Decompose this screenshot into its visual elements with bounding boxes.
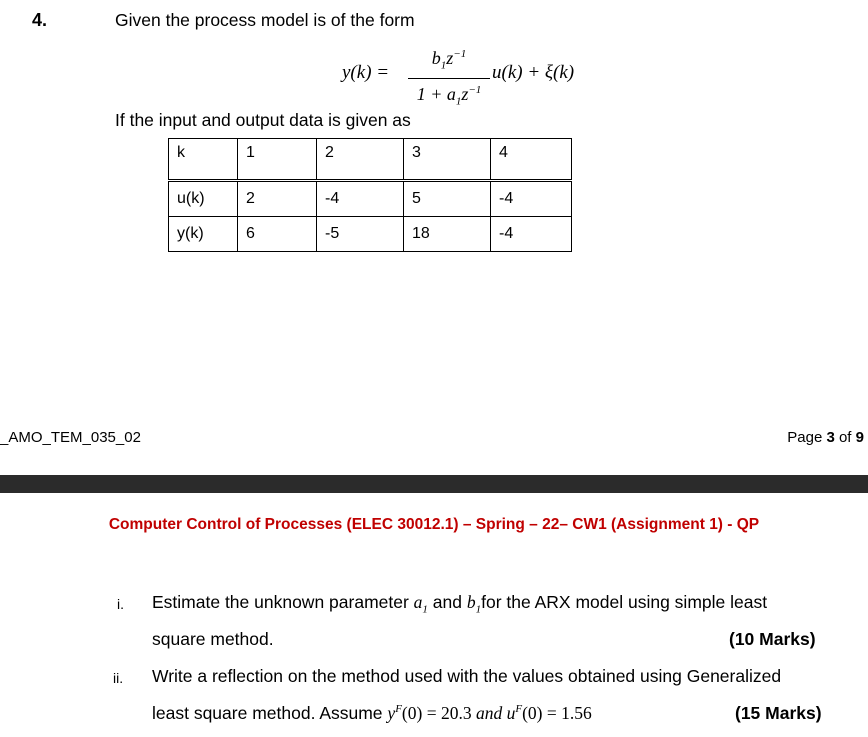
table-row: [169, 139, 572, 181]
equation-denominator: $1 + a_1z^{-1}$: [416, 83, 482, 108]
item-ii-line1: Write a reflection on the method used with the values obtained using Generalized: [152, 666, 782, 686]
page-number: Page 3 of 9: [787, 429, 864, 446]
fraction-bar: [408, 78, 490, 79]
table-cell: -4: [317, 181, 404, 217]
io-data-table: [168, 138, 572, 252]
table-cell: 6: [238, 217, 317, 252]
item-numeral: ii.: [113, 670, 124, 686]
item-i-line2: square method.: [152, 629, 274, 649]
table-cell: -5: [317, 217, 404, 252]
table-cell: 3: [404, 139, 491, 181]
table-cell: y(k): [169, 217, 238, 252]
equation-lhs: y(k) =: [342, 62, 390, 83]
table-cell: 1: [238, 139, 317, 181]
table-cell: 18: [404, 217, 491, 252]
item-i-marks: (10 Marks): [729, 629, 816, 649]
table-cell: 4: [491, 139, 572, 181]
item-ii-line2: least square method. Assume $y^F(0) = 20.3$ and $u^F(0) = 1.56$: [152, 703, 592, 723]
equation-fraction: [408, 45, 490, 110]
item-numeral: i.: [117, 596, 124, 612]
equation-rhs: u(k) + ξ(k): [492, 62, 575, 83]
table-row: [169, 181, 572, 217]
item-i-line1: Estimate the unknown parameter $a_1$ and $b_1for$ the ARX model using simple least: [152, 592, 768, 616]
question-number: 4.: [32, 10, 48, 30]
table-cell: u(k): [169, 181, 238, 217]
document-code: _AMO_TEM_035_02: [0, 429, 141, 446]
table-cell: 5: [404, 181, 491, 217]
course-header: Computer Control of Processes (ELEC 30012.1) – Spring – 22– CW1 (Assignment 1) - QP: [108, 516, 760, 533]
table-cell: -4: [491, 217, 572, 252]
table-cell: -4: [491, 181, 572, 217]
item-ii-marks: (15 Marks): [735, 703, 822, 723]
process-model-equation: [330, 42, 630, 108]
table-row: [169, 217, 572, 252]
data-intro: If the input and output data is given as: [115, 110, 411, 130]
equation-numerator: $b_1z^{-1}$: [431, 48, 467, 72]
table-cell: 2: [317, 139, 404, 181]
question-intro: Given the process model is of the form: [115, 10, 415, 30]
table-cell: k: [169, 139, 238, 181]
table-cell: 2: [238, 181, 317, 217]
page-divider: [0, 475, 868, 493]
